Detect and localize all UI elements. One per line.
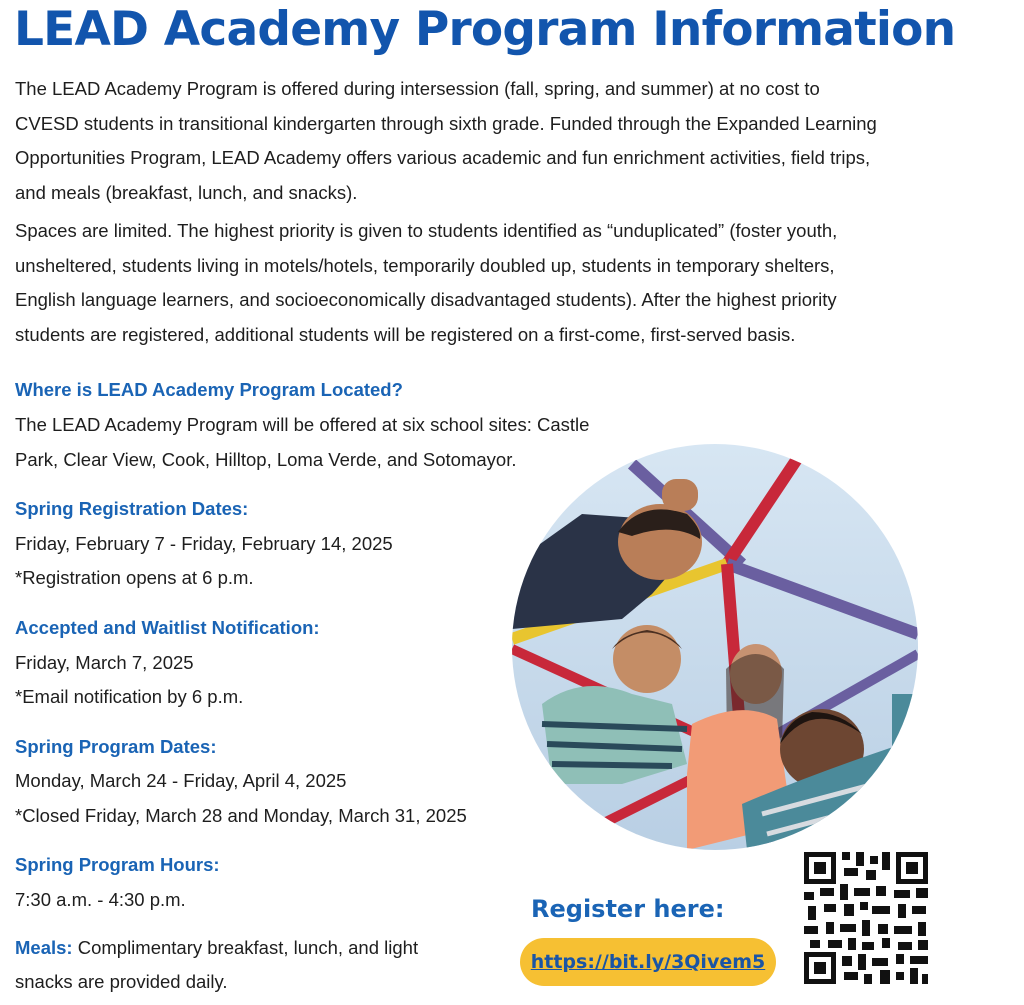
location-heading: Where is LEAD Academy Program Located? [15,379,403,400]
registration-dates: Friday, February 7 - Friday, February 14, 2025 [15,533,393,554]
registration-note: *Registration opens at 6 p.m. [15,567,254,588]
notification-heading: Accepted and Waitlist Notification: [15,617,320,638]
intro-text [15,72,1015,356]
intro-paragraph-1 [15,72,1015,210]
intro-p1-line: Opportunities Program, LEAD Academy offers various academic and fun enrichment activities, field trips, [15,147,871,168]
register-link[interactable]: https://bit.ly/3Qivem5 [520,938,776,986]
meals-line-1 [15,937,418,959]
qr-code[interactable] [800,848,932,988]
meals-label: Meals: [15,937,73,958]
children-on-jungle-gym-photo [512,444,918,850]
intro-p2-line: English language learners, and socioeconomically disadvantaged students). After the highest priority [15,289,837,310]
location-line: Park, Clear View, Cook, Hilltop, Loma Verde, and Sotomayor. [15,449,517,470]
location-line: The LEAD Academy Program will be offered at six school sites: Castle [15,414,590,435]
intro-p2-line: students are registered, additional students will be registered on a first-come, first-served basis. [15,323,796,345]
program-dates-heading: Spring Program Dates: [15,736,217,757]
intro-paragraph-2 [15,214,1015,352]
meals-line-2: snacks are provided daily. [15,971,228,992]
program-dates-note: *Closed Friday, March 28 and Monday, March 31, 2025 [15,805,467,826]
program-dates: Monday, March 24 - Friday, April 4, 2025 [15,770,347,791]
intro-p1-line: The LEAD Academy Program is offered during intersession (fall, spring, and summer) at no cost to [15,78,820,99]
program-hours-heading: Spring Program Hours: [15,854,220,875]
intro-p2-line: Spaces are limited. The highest priority is given to students identified as “unduplicated” (foster youth, [15,220,838,241]
intro-p1-line: and meals (breakfast, lunch, and snacks). [15,181,358,203]
notification-date: Friday, March 7, 2025 [15,652,194,673]
program-hours: 7:30 a.m. - 4:30 p.m. [15,889,186,910]
notification-note: *Email notification by 6 p.m. [15,686,244,707]
meals-text: Complimentary breakfast, lunch, and light [72,937,419,958]
page-title: LEAD Academy Program Information [14,2,956,57]
registration-heading: Spring Registration Dates: [15,498,249,519]
register-label: Register here: [531,895,725,923]
intro-p2-line: unsheltered, students living in motels/hotels, temporarily doubled up, students in temporary shelters, [15,254,835,276]
intro-p1-line: CVESD students in transitional kindergarten through sixth grade. Funded through the Expanded Learning [15,112,877,134]
